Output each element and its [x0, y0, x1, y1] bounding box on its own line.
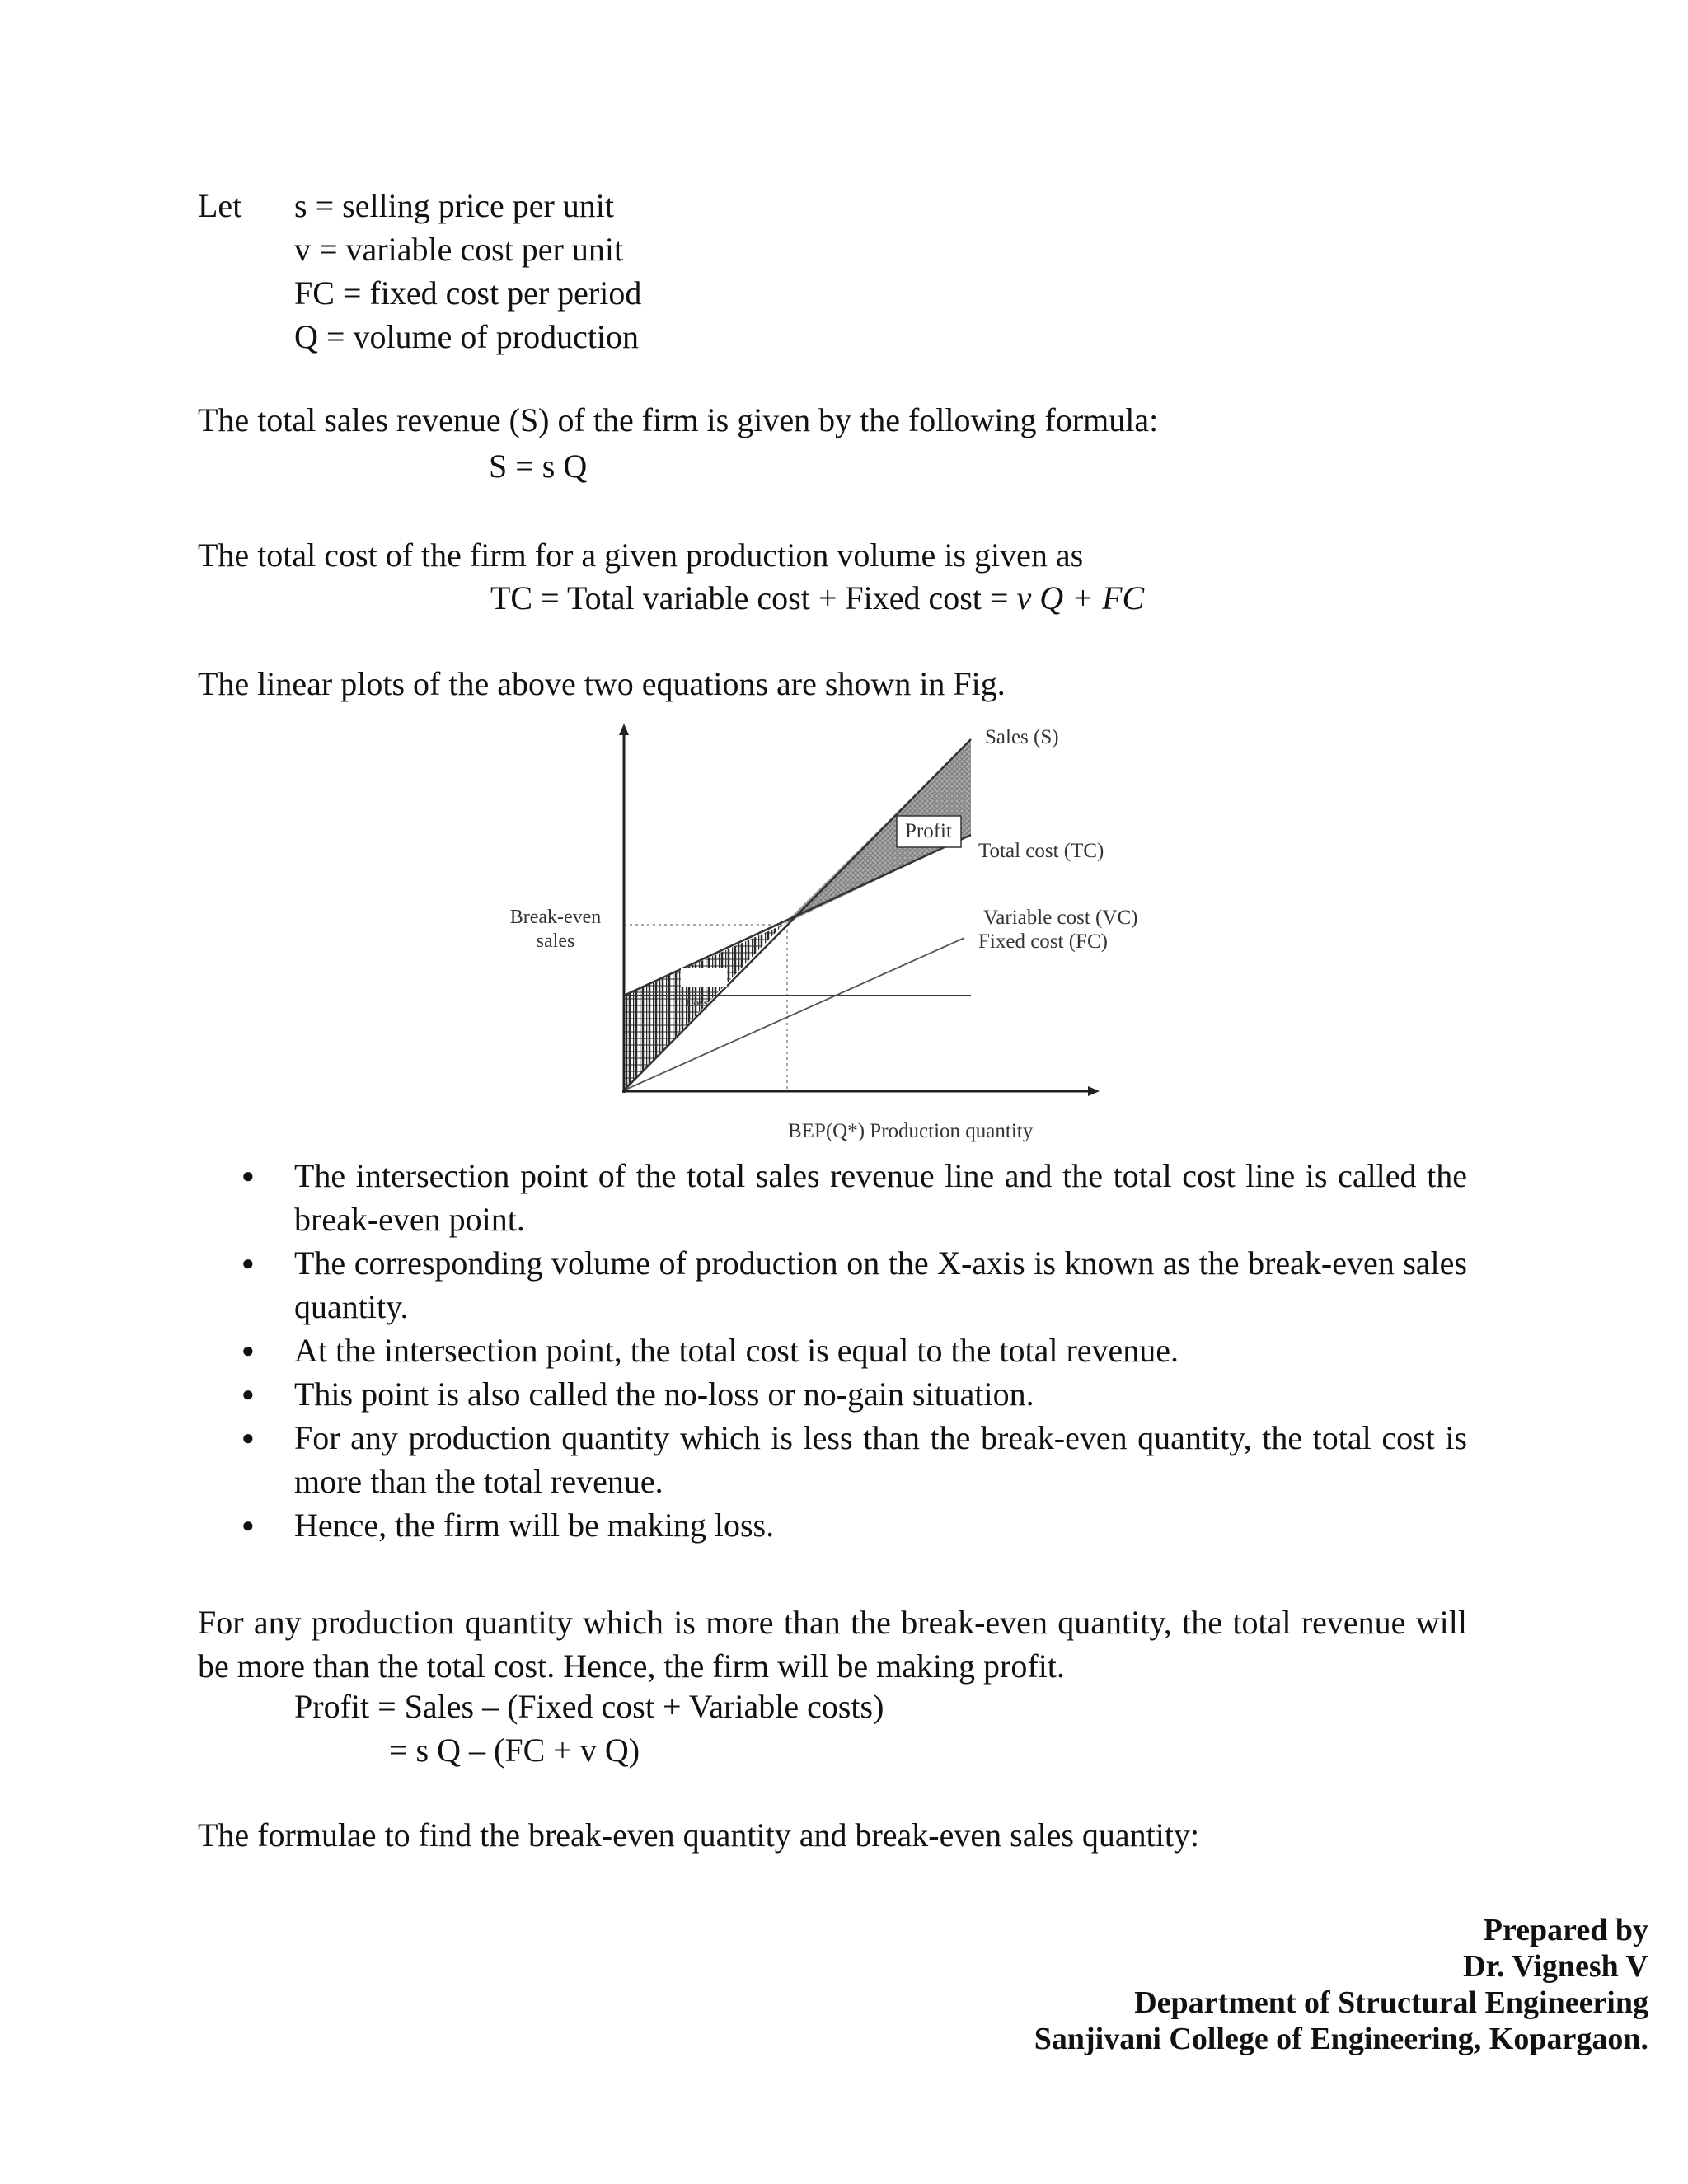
fixed-cost-label: Fixed cost (FC)	[978, 930, 1108, 953]
figure-intro: The linear plots of the above two equations are shown in Fig.	[198, 665, 1006, 702]
total-cost-equation-prefix: TC = Total variable cost + Fixed cost =	[490, 579, 1017, 616]
profit-equation-line2: = s Q – (FC + v Q)	[389, 1732, 640, 1769]
definition-fixed-cost: FC = fixed cost per period	[294, 274, 642, 312]
signature-college: Sanjivani College of Engineering, Kopargaon.	[1034, 2022, 1648, 2056]
x-axis-label: BEP(Q*) Production quantity	[788, 1120, 1034, 1142]
bullet-item: ● At the intersection point, the total cost is equal to the total revenue.	[198, 1329, 1467, 1372]
bullet-item: ● The corresponding volume of production on the X-axis is known as the break-even sales quantity.	[198, 1241, 1467, 1329]
definition-volume: Q = volume of production	[294, 318, 640, 355]
signature-author: Dr. Vignesh V	[1463, 1949, 1648, 1984]
break-even-bullet-list	[198, 1154, 1467, 1547]
signature-prepared-by: Prepared by	[1483, 1913, 1648, 1947]
bullet-item: ● This point is also called the no-loss or no-gain situation.	[198, 1372, 1467, 1416]
total-cost-text: The total cost of the firm for a given production volume is given as	[198, 537, 1084, 574]
break-even-label-line1: Break-even	[509, 907, 602, 928]
sales-revenue-text: The total sales revenue (S) of the firm is given by the following formula:	[198, 401, 1159, 438]
variable-cost-label: Variable cost (VC)	[983, 907, 1138, 929]
sales-line	[624, 739, 971, 1090]
definition-variable-cost: v = variable cost per unit	[294, 231, 624, 268]
break-even-label-line2: sales	[536, 930, 575, 952]
bullet-item: ● Hence, the firm will be making loss.	[198, 1503, 1467, 1547]
sales-label: Sales (S)	[985, 726, 1059, 748]
signature-block	[1034, 1912, 1648, 2057]
sales-revenue-equation: S = s Q	[489, 448, 588, 485]
profit-label: Profit	[905, 820, 952, 842]
total-cost-label: Total cost (TC)	[978, 840, 1104, 862]
profit-paragraph: For any production quantity which is more than the break-even quantity, the total revenue will be more than the total cost. Hence, the firm will be making profit.	[198, 1604, 1467, 1685]
x-axis-arrow-icon	[1088, 1086, 1100, 1096]
signature-department: Department of Structural Engineering	[1134, 1985, 1648, 2020]
definitions-lead: Let	[198, 187, 242, 224]
profit-equation-line1: Profit = Sales – (Fixed cost + Variable costs)	[294, 1688, 884, 1725]
y-axis-arrow-icon	[619, 724, 629, 735]
loss-label: Loss	[686, 997, 709, 1010]
definition-selling-price: s = selling price per unit	[294, 187, 615, 224]
bullet-item: ● For any production quantity which is less than the break-even quantity, the total cost is more than the total revenue.	[198, 1416, 1467, 1503]
loss-label-box	[681, 968, 727, 987]
bullet-item: ● The intersection point of the total sales revenue line and the total cost line is called the break-even point.	[198, 1154, 1467, 1241]
total-cost-equation-suffix: v Q + FC	[1016, 579, 1145, 616]
formulae-intro: The formulae to find the break-even quantity and break-even sales quantity:	[198, 1816, 1200, 1854]
